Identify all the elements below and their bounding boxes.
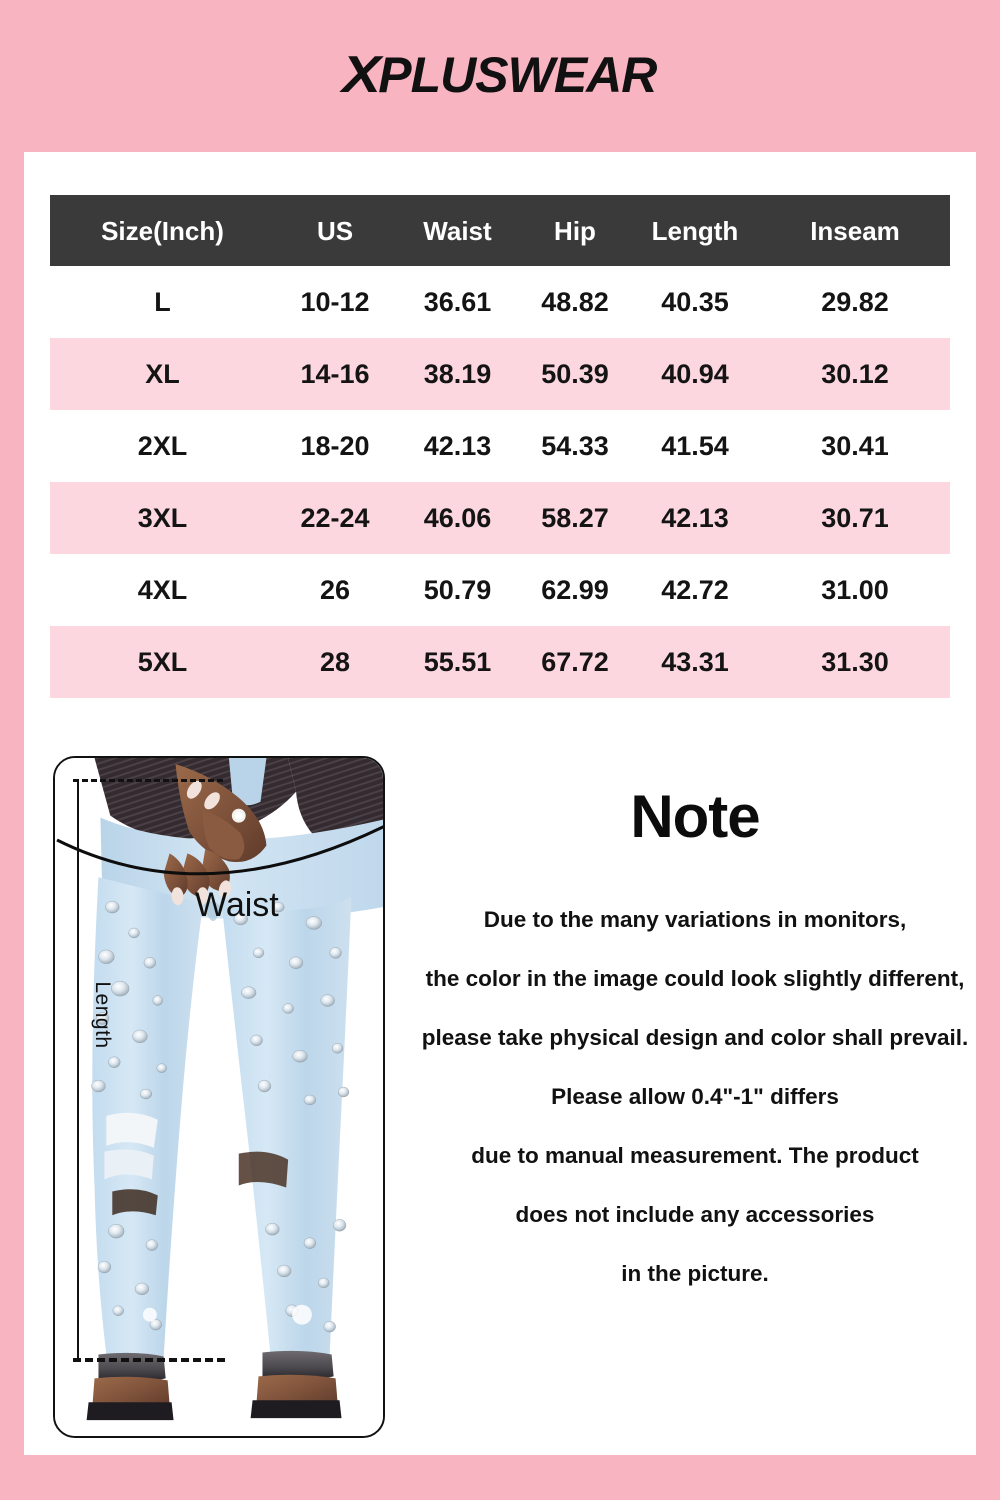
model-photo-illustration xyxy=(55,758,383,1436)
cell-length: 43.31 xyxy=(661,647,729,677)
note-panel xyxy=(414,752,976,1455)
note-line: Please allow 0.4"-1" differs xyxy=(551,1084,839,1109)
cell-us: 22-24 xyxy=(300,503,370,533)
table-header-row xyxy=(50,195,950,266)
cell-inseam: 30.71 xyxy=(821,503,889,533)
waist-label: Waist xyxy=(195,886,279,924)
column-header-us: US xyxy=(316,215,354,246)
cell-waist: 50.79 xyxy=(423,575,492,605)
table-row xyxy=(50,554,950,626)
table-row xyxy=(50,626,950,698)
note-line: in the picture. xyxy=(621,1261,769,1286)
lower-section xyxy=(24,752,976,1455)
column-header-size: Size(Inch) xyxy=(101,215,224,246)
cell-inseam: 30.41 xyxy=(821,431,889,461)
note-body xyxy=(414,890,976,1303)
content-card xyxy=(24,152,976,1455)
cell-waist: 36.61 xyxy=(423,287,492,317)
cell-hip: 48.82 xyxy=(541,287,609,317)
cell-us: 14-16 xyxy=(300,359,370,389)
brand-logo xyxy=(0,45,1000,105)
cell-length: 40.94 xyxy=(661,359,729,389)
column-header-waist: Waist xyxy=(423,215,492,246)
cell-us: 10-12 xyxy=(300,287,370,317)
cell-size: XL xyxy=(145,359,180,389)
cell-length: 42.13 xyxy=(661,503,729,533)
cell-waist: 46.06 xyxy=(423,503,492,533)
length-top-guideline xyxy=(73,779,223,782)
cell-us: 26 xyxy=(319,575,351,605)
measurement-photo xyxy=(53,756,385,1438)
cell-inseam: 29.82 xyxy=(821,287,889,317)
cell-size: L xyxy=(154,287,171,317)
note-line: please take physical design and color shall prevail. xyxy=(421,1025,969,1050)
note-title: Note xyxy=(630,783,760,850)
cell-length: 41.54 xyxy=(661,431,729,461)
note-line: does not include any accessories xyxy=(515,1202,875,1227)
cell-inseam: 30.12 xyxy=(821,359,889,389)
cell-waist: 38.19 xyxy=(423,359,492,389)
table-row xyxy=(50,338,950,410)
cell-inseam: 31.30 xyxy=(821,647,889,677)
brand-x-mark: X xyxy=(341,46,380,104)
column-header-length: Length xyxy=(651,215,739,246)
cell-hip: 54.33 xyxy=(541,431,609,461)
note-line: the color in the image could look slightly different, xyxy=(425,966,965,991)
cell-length: 40.35 xyxy=(661,287,729,317)
cell-hip: 58.27 xyxy=(541,503,609,533)
cell-size: 2XL xyxy=(137,431,188,461)
cell-us: 18-20 xyxy=(300,431,370,461)
size-table xyxy=(50,195,950,698)
note-line: due to manual measurement. The product xyxy=(471,1143,919,1168)
cell-length: 42.72 xyxy=(661,575,729,605)
table-row xyxy=(50,482,950,554)
cell-hip: 50.39 xyxy=(541,359,609,389)
cell-waist: 42.13 xyxy=(423,431,492,461)
note-line: Due to the many variations in monitors, xyxy=(483,907,907,932)
cell-size: 3XL xyxy=(137,503,188,533)
cell-inseam: 31.00 xyxy=(821,575,889,605)
cell-waist: 55.51 xyxy=(423,647,492,677)
cell-hip: 67.72 xyxy=(541,647,609,677)
brand-name: PLUSWEAR xyxy=(378,47,657,103)
length-measurement-line xyxy=(77,780,79,1362)
cell-us: 28 xyxy=(319,647,351,677)
table-row xyxy=(50,410,950,482)
length-label: Length xyxy=(91,981,114,1049)
column-header-inseam: Inseam xyxy=(810,215,900,246)
length-bottom-guideline xyxy=(73,1358,225,1362)
cell-size: 5XL xyxy=(137,647,188,677)
cell-hip: 62.99 xyxy=(541,575,609,605)
column-header-hip: Hip xyxy=(554,215,596,246)
table-row xyxy=(50,266,950,338)
cell-size: 4XL xyxy=(137,575,188,605)
